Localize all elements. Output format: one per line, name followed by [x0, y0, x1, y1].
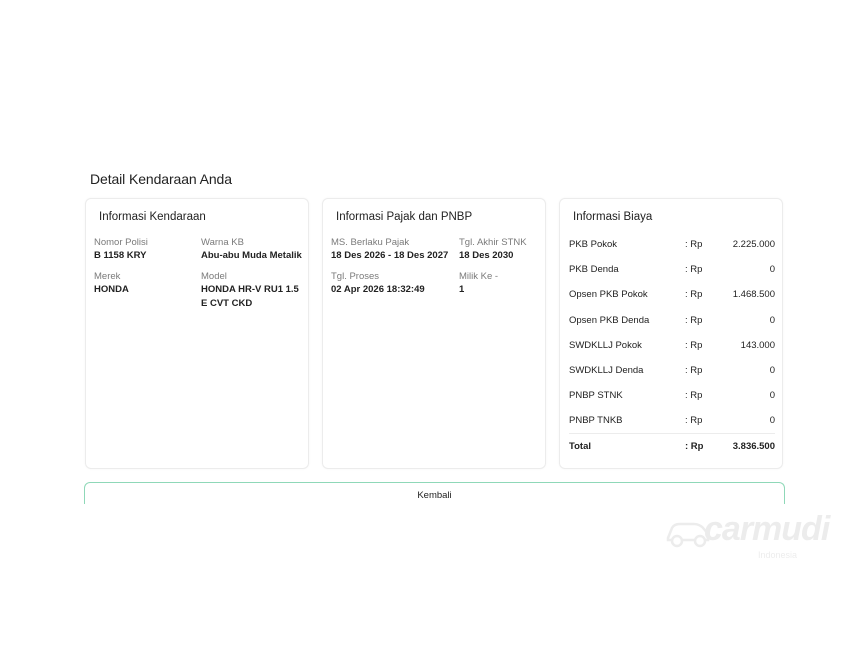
vehicle-info-card [85, 198, 309, 469]
model-field [201, 270, 299, 311]
tax-info-title: Informasi Pajak dan PNBP [336, 211, 473, 223]
vehicle-info-title: Informasi Kendaraan [99, 211, 206, 223]
cost-row [569, 390, 775, 404]
stnk-end-field [459, 236, 527, 263]
tax-period-field [331, 236, 448, 263]
total-currency: : Rp [685, 441, 704, 452]
brand-label: Merek [94, 271, 121, 282]
cost-currency: : Rp [685, 390, 703, 401]
cost-label: SWDKLLJ Denda [569, 365, 644, 376]
tax-period-value: 18 Des 2026 - 18 Des 2027 [331, 250, 449, 261]
ownership-field [459, 270, 498, 297]
cost-label: PKB Denda [569, 264, 619, 275]
model-value-line2: E CVT CKD [201, 298, 253, 309]
total-value: 3.836.500 [732, 441, 775, 452]
ownership-value: 1 [459, 284, 465, 295]
plate-value: B 1158 KRY [94, 250, 147, 261]
stnk-end-label: Tgl. Akhir STNK [459, 237, 527, 248]
cost-currency: : Rp [685, 315, 703, 326]
cost-row [569, 415, 775, 429]
process-date-label: Tgl. Proses [331, 271, 380, 282]
cost-row [569, 289, 775, 303]
total-label: Total [569, 441, 591, 452]
back-button[interactable] [84, 482, 785, 504]
carmudi-watermark [664, 510, 844, 568]
ownership-label: Milik Ke - [459, 271, 499, 282]
cost-value: 143.000 [740, 340, 775, 351]
cost-currency: : Rp [685, 239, 703, 250]
plate-field [94, 236, 148, 263]
cost-divider [569, 433, 775, 434]
cost-label: Opsen PKB Pokok [569, 289, 648, 300]
cost-currency: : Rp [685, 365, 703, 376]
cost-value: 2.225.000 [732, 239, 775, 250]
cost-value: 0 [769, 264, 775, 275]
model-label: Model [201, 271, 227, 282]
cost-label: SWDKLLJ Pokok [569, 340, 642, 351]
cost-row [569, 239, 775, 253]
cost-row [569, 340, 775, 354]
color-value: Abu-abu Muda Metalik [201, 250, 302, 261]
cost-row [569, 315, 775, 329]
watermark-tagline: Indonesia [758, 550, 798, 560]
cost-value: 0 [769, 390, 775, 401]
tax-period-label: MS. Berlaku Pajak [331, 237, 410, 248]
process-date-value: 02 Apr 2026 18:32:49 [331, 284, 425, 295]
cost-currency: : Rp [685, 415, 703, 426]
cost-total-row [569, 441, 775, 455]
cost-label: Opsen PKB Denda [569, 315, 650, 326]
cost-value: 0 [769, 315, 775, 326]
cost-value: 0 [769, 365, 775, 376]
cost-currency: : Rp [685, 289, 703, 300]
back-button-label: Kembali [417, 490, 452, 501]
cost-info-title: Informasi Biaya [573, 211, 653, 223]
page-title: Detail Kendaraan Anda [90, 171, 232, 187]
cost-label: PNBP TNKB [569, 415, 623, 426]
cost-currency: : Rp [685, 340, 703, 351]
cost-row [569, 264, 775, 278]
cost-value: 1.468.500 [732, 289, 775, 300]
tax-info-card [322, 198, 546, 469]
cost-value: 0 [769, 415, 775, 426]
brand-value: HONDA [94, 284, 129, 295]
cost-label: PNBP STNK [569, 390, 623, 401]
plate-label: Nomor Polisi [94, 237, 148, 248]
brand-field [94, 270, 129, 297]
color-label: Warna KB [201, 237, 244, 248]
stnk-end-value: 18 Des 2030 [459, 250, 514, 261]
color-field [201, 236, 302, 263]
watermark-brand: carmudi [704, 510, 830, 548]
cost-label: PKB Pokok [569, 239, 618, 250]
cost-currency: : Rp [685, 264, 703, 275]
process-date-field [331, 270, 425, 297]
cost-info-card [559, 198, 783, 469]
model-value-line1: HONDA HR-V RU1 1.5 [201, 284, 299, 295]
cost-row [569, 365, 775, 379]
